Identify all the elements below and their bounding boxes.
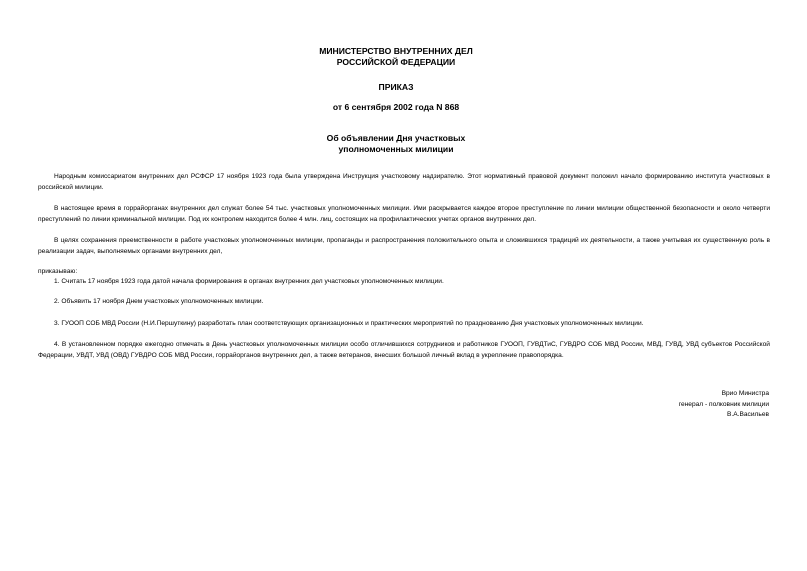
subject-line-2: уполномоченных милиции	[338, 144, 454, 154]
paragraph-current-status: В настоящее время в горрайорганах внутренних дел служат более 54 тыс. участковых уполномоченных милиции. Ими раскрывается каждое второе преступление по линии милиции общественной безопасности и около четверти преступлений по линии криминальной милиции. Под их контролем находится более 4 млн. лиц, состоящих на профилактических учетах органов внутренних дел.	[38, 205, 770, 223]
signature-rank: генерал - полковник милиции	[678, 400, 769, 408]
order-item-4: 4. В установленном порядке ежегодно отмечать в День участковых уполномоченных милиции особо отличившихся сотрудников и работников ГУООП, ГУВДТиС, ГУВДРО СОБ МВД России, МВД, ГУВД, УВД субъектов Российской Федерации, УВДТ, УВД (ОВД) ГУВДРО СОБ МВД России, горрайорганов внутренних дел, а также ветеранов, внесших большой личный вклад в укрепление правопорядка.	[38, 341, 770, 359]
signature-position: Врио Министра	[721, 390, 769, 397]
document-subject	[0, 133, 792, 155]
signature-block	[679, 389, 769, 421]
order-item-1: 1. Считать 17 ноября 1923 года датой начала формирования в органах внутренних дел участковых уполномоченных милиции.	[54, 278, 444, 285]
order-item-3: 3. ГУООП СОБ МВД России (Н.И.Першуткину) разработать план соответствующих организационных и практических мероприятий по празднованию Дня участковых уполномоченных милиции.	[54, 320, 644, 327]
paragraph-history: Народным комиссариатом внутренних дел РСФСР 17 ноября 1923 года была утверждена Инструкция участковому надзирателю. Этот нормативный правовой документ положил начало формированию института участковых в российской милиции.	[38, 173, 770, 191]
document-date-number: от 6 сентября 2002 года N 868	[332, 102, 460, 112]
signature-name: В.А.Васильев	[727, 411, 769, 418]
document-type: ПРИКАЗ	[378, 82, 414, 92]
ministry-line-2: РОССИЙСКОЙ ФЕДЕРАЦИИ	[336, 57, 456, 67]
ministry-line-1: МИНИСТЕРСТВО ВНУТРЕННИХ ДЕЛ	[319, 46, 473, 56]
order-item-2: 2. Объявить 17 ноября Днем участковых уполномоченных милиции.	[54, 298, 264, 305]
subject-line-1: Об объявлении Дня участковых	[326, 133, 466, 143]
paragraph-purpose: В целях сохранения преемственности в работе участковых уполномоченных милиции, пропаганды и распространения положительного опыта и сложившихся традиций их деятельности, а также учитывая их существенную роль в реализации задач, выполняемых органами внутренних дел,	[38, 237, 770, 255]
ministry-title	[0, 46, 792, 68]
order-word: приказываю:	[38, 268, 78, 275]
